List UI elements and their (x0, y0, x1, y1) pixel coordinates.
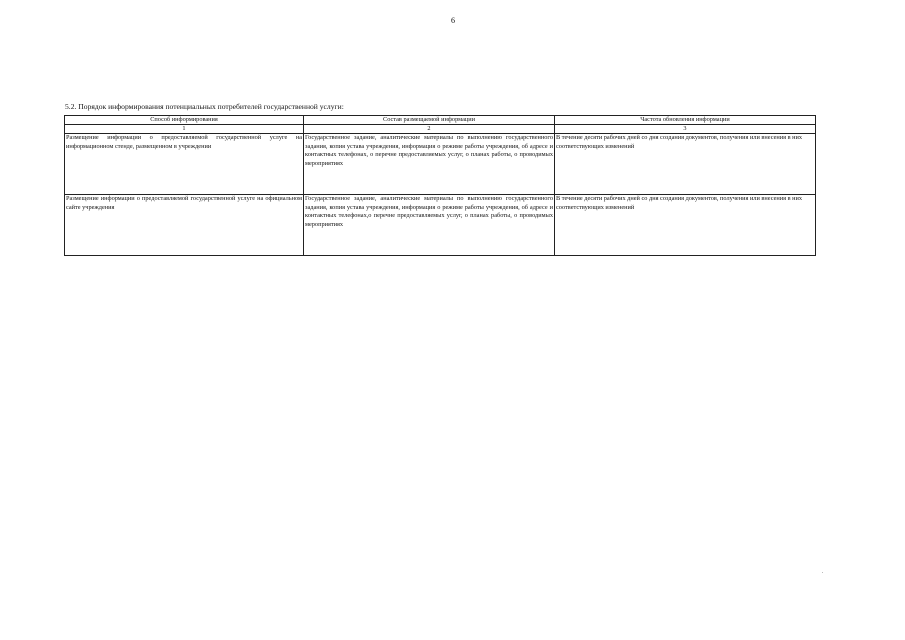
table-header-row (65, 116, 816, 125)
cell-method: Размещение информации о предоставляемой государственной услуге на информационном стенде, размещенном в учреждении (65, 134, 304, 195)
column-number: 3 (555, 125, 816, 134)
header-method: Способ информирования (65, 116, 304, 125)
cell-method: Размещение информации о предоставляемой государственной услуге на официальном сайте учреждения (65, 195, 304, 256)
cell-content: Государственное задание, аналитические материалы по выполнению государственного задания, копия устава учреждения, информация о режиме работы учреждения, об адресе и контактных телефонах,о перечне предоставляемых услуг, о планах работы, о проводимых мероприятиях (304, 195, 555, 256)
cell-frequency: В течение десяти рабочих дней со дня создания документов, получения или внесения в них соответствующих изменений (555, 195, 816, 256)
cell-content: Государственное задание, аналитические материалы по выполнению государственного задания, копия устава учреждения, информация о режиме работы учреждения, об адресе и контактных телефонах, о перечне предоставляемых услуг, о планах работы, о проводимых мероприятиях (304, 134, 555, 195)
header-content: Состав размещаемой информации (304, 116, 555, 125)
column-number: 1 (65, 125, 304, 134)
column-number: 2 (304, 125, 555, 134)
section-heading: 5.2. Порядок информирования потенциальных потребителей государственной услуги: (65, 102, 344, 111)
table-row (65, 195, 816, 256)
cell-frequency: В течение десяти рабочих дней со дня создания документов, получения или внесения в них соответствующих изменений (555, 134, 816, 195)
page-number: 6 (451, 16, 455, 25)
header-frequency: Частота обновления информации (555, 116, 816, 125)
column-number-row (65, 125, 816, 134)
scan-speck (822, 572, 823, 573)
information-table (64, 115, 816, 256)
table-row (65, 134, 816, 195)
